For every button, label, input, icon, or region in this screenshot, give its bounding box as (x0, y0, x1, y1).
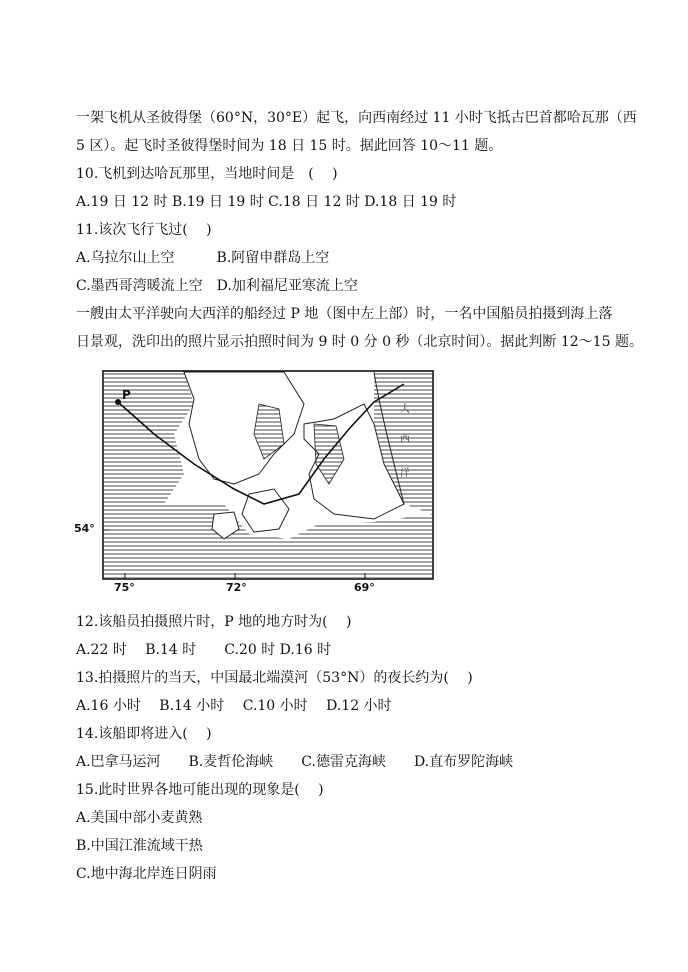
question-13-options: A.16 小时 B.14 小时 C.10 小时 D.12 小时 (76, 698, 392, 714)
question-11-stem: 11.该次飞行飞过( ) (76, 222, 212, 238)
question-14-options: A.巴拿马运河 B.麦哲伦海峡 C.德雷克海峡 D.直布罗陀海峡 (76, 754, 514, 770)
question-15-option-b: B.中国江淮流域干热 (76, 838, 203, 854)
question-11-options-cd: C.墨西哥湾暖流上空 D.加利福尼亚寒流上空 (76, 278, 358, 294)
longitude-label-69: 69° (354, 581, 375, 594)
question-15-stem: 15.此时世界各地可能出现的现象是( ) (76, 782, 324, 798)
intro-2-line-1: 一艘由太平洋驶向大西洋的船经过 P 地（图中左上部）时，一名中国船员拍摄到海上落 (76, 306, 613, 322)
question-12-options: A.22 时 B.14 时 C.20 时 D.16 时 (76, 642, 332, 658)
point-p-label: P (122, 388, 131, 402)
intro-1-line-1: 一架飞机从圣彼得堡（60°N，30°E）起飞，向西南经过 11 小时飞抵古巴首都哈瓦那（西 (76, 110, 637, 126)
question-11-options-ab: A.乌拉尔山上空 B.阿留申群岛上空 (76, 250, 330, 266)
question-10-options: A.19 日 12 时 B.19 日 19 时 C.18 日 12 时 D.18 日 19 时 (76, 194, 457, 210)
ocean-char-2: 西 (400, 434, 410, 445)
intro-2-line-2: 日景观，洗印出的照片显示拍照时间为 9 时 0 分 0 秒（北京时间）。据此判断 12～15 题。 (76, 334, 643, 350)
question-13-stem: 13.拍摄照片的当天，中国最北端漠河（53°N）的夜长约为( ) (76, 670, 473, 686)
question-10-stem: 10.飞机到达哈瓦那里，当地时间是 ( ) (76, 166, 338, 182)
strait-map (74, 364, 446, 594)
question-15-option-c: C.地中海北岸连日阴雨 (76, 866, 217, 882)
ocean-char-3: 洋 (400, 468, 410, 479)
intro-1-line-2: 5 区）。起飞时圣彼得堡时间为 18 日 15 时。据此回答 10～11 题。 (76, 138, 503, 154)
question-14-stem: 14.该船即将进入( ) (76, 726, 212, 742)
question-12-stem: 12.该船员拍摄照片时，P 地的地方时为( ) (76, 614, 352, 630)
longitude-label-72: 72° (226, 581, 247, 594)
question-15-option-a: A.美国中部小麦黄熟 (76, 810, 203, 826)
ocean-char-1: 大 (400, 404, 410, 415)
longitude-label-75: 75° (114, 581, 135, 594)
latitude-label-54: 54° (74, 522, 95, 535)
